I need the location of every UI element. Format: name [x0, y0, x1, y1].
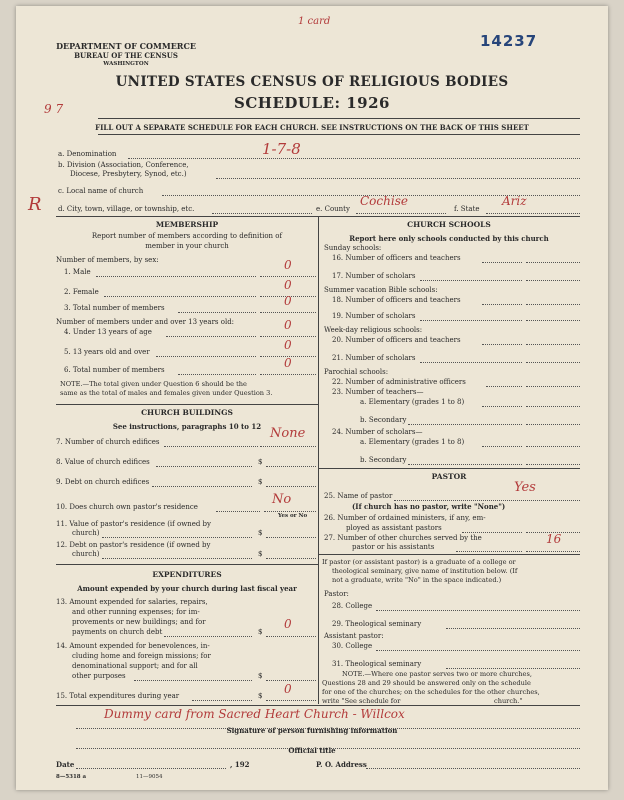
- q23b-label: b. Secondary: [360, 416, 407, 424]
- q15-value: 0: [284, 682, 292, 696]
- by-sex-label: Number of members, by sex:: [56, 256, 159, 264]
- q23a-leader: [482, 398, 522, 407]
- q2-label: 2. Female: [64, 288, 99, 296]
- yes-no-caption: Yes or No: [278, 513, 308, 519]
- q10-label: 10. Does church own pastor's residence: [56, 503, 198, 511]
- schools-heading: CHURCH SCHOOLS: [407, 220, 491, 229]
- local-name-label: c. Local name of church: [58, 187, 144, 195]
- q24a-leader: [482, 438, 522, 447]
- divider: [98, 134, 580, 135]
- q5-value: 0: [284, 338, 292, 352]
- divider: [318, 468, 580, 469]
- graduate-intro-2: theological seminary, give name of institution below. (If: [332, 567, 518, 575]
- parochial-label: Parochial schools:: [324, 368, 389, 376]
- q13-label-2: and other running expenses; for im-: [72, 608, 200, 616]
- year-label: , 192: [230, 760, 250, 769]
- q31-label: 31. Theological seminary: [332, 660, 422, 668]
- q11-dollar: $: [258, 529, 263, 537]
- q27-value: 16: [546, 532, 562, 546]
- q16-label: 16. Number of officers and teachers: [332, 254, 461, 262]
- q30-label: 30. College: [332, 642, 373, 650]
- q13-dollar: $: [258, 628, 263, 636]
- pastor-label: Pastor:: [324, 590, 349, 598]
- q9-field: [266, 478, 316, 487]
- date-label: Date: [56, 760, 75, 769]
- schools-intro: Report here only schools conducted by this church: [349, 234, 549, 243]
- q6-leader: [178, 366, 256, 375]
- q29-field: [446, 620, 580, 629]
- q12-label-2: church): [72, 550, 100, 558]
- q8-dollar: $: [258, 458, 263, 466]
- membership-heading: MEMBERSHIP: [155, 220, 219, 229]
- q15-leader: [192, 692, 252, 701]
- q11-label-2: church): [72, 529, 100, 537]
- q27-leader: [456, 543, 522, 552]
- state-value: Ariz: [502, 194, 527, 208]
- q25-label: 25. Name of pastor: [324, 492, 393, 500]
- q23-label: 23. Number of teachers—: [332, 388, 424, 396]
- q17-leader: [420, 272, 522, 281]
- q15-label: 15. Total expenditures during year: [56, 692, 180, 700]
- q25-value: Yes: [514, 480, 536, 495]
- q5-label: 5. 13 years old and over: [64, 348, 150, 356]
- q3-label: 3. Total number of members: [64, 304, 165, 312]
- signature-label: Signature of person furnishing information: [226, 726, 398, 735]
- q27-label: 27. Number of other churches served by the: [324, 534, 482, 542]
- graduate-intro-1: If pastor (or assistant pastor) is a graduate of a college or: [322, 558, 516, 566]
- divider: [56, 564, 318, 565]
- pastor-heading: PASTOR: [431, 472, 467, 481]
- q10-value: No: [272, 492, 292, 507]
- po-address-label: P. O. Address: [316, 760, 367, 769]
- q14-label: 14. Amount expended for benevolences, in-: [56, 642, 210, 650]
- q9-label: 9. Debt on church edifices: [56, 478, 150, 486]
- q14-dollar: $: [258, 672, 263, 680]
- q26-label-2: ployed as assistant pastors: [346, 524, 442, 532]
- q14-label-4: other purposes: [72, 672, 126, 680]
- q8-label: 8. Value of church edifices: [56, 458, 150, 466]
- q25-field: [394, 492, 580, 501]
- q1-value: 0: [284, 258, 292, 272]
- q14-label-3: denominational support; and for all: [72, 662, 198, 670]
- pastor-note-4: write "See schedule for: [322, 697, 401, 705]
- signature-value: Dummy card from Sacred Heart Church - Willcox: [104, 707, 405, 721]
- summer-label: Summer vacation Bible schools:: [324, 286, 438, 294]
- q16-leader: [482, 254, 522, 263]
- buildings-heading: CHURCH BUILDINGS: [141, 408, 233, 417]
- q22-label: 22. Number of administrative officers: [332, 378, 466, 386]
- q24b-label: b. Secondary: [360, 456, 407, 464]
- state-field: [486, 205, 580, 214]
- handwritten-card-note: 1 card: [298, 16, 331, 27]
- q1-leader: [96, 268, 256, 277]
- dept-line-2: BUREAU OF THE CENSUS: [74, 51, 178, 60]
- q31-field: [446, 660, 580, 669]
- divider: [98, 118, 580, 119]
- q9-dollar: $: [258, 478, 263, 486]
- q13-value: 0: [284, 617, 292, 631]
- q17-label: 17. Number of scholars: [332, 272, 416, 280]
- dept-line-1: DEPARTMENT OF COMMERCE: [56, 41, 196, 51]
- q13-leader: [164, 628, 252, 637]
- division-label-2: Diocese, Presbytery, Synod, etc.): [70, 170, 187, 178]
- instruction-line: FILL OUT A SEPARATE SCHEDULE FOR EACH CHURCH. SEE INSTRUCTIONS ON THE BACK OF THIS SHEET: [95, 123, 529, 132]
- column-divider: [318, 216, 319, 704]
- form-number: 14237: [480, 32, 538, 50]
- expenditures-heading: EXPENDITURES: [152, 570, 222, 579]
- membership-note-1: NOTE.—The total given under Question 6 should be the: [60, 380, 247, 388]
- q10-leader: [216, 503, 260, 512]
- membership-note-2: same as the total of males and females given under Question 3.: [60, 389, 273, 397]
- form-title: UNITED STATES CENSUS OF RELIGIOUS BODIES: [115, 74, 509, 90]
- q28-field: [376, 602, 580, 611]
- q13-label: 13. Amount expended for salaries, repairs,: [56, 598, 208, 606]
- division-label: b. Division (Association, Conference,: [58, 161, 189, 169]
- q6-value: 0: [284, 356, 292, 370]
- q11-leader: [102, 529, 252, 538]
- q12-label: 12. Debt on pastor's residence (if owned by: [56, 541, 211, 549]
- q9-leader: [152, 478, 252, 487]
- po-address-field: [366, 760, 580, 769]
- q1-label: 1. Male: [64, 268, 91, 276]
- q29-label: 29. Theological seminary: [332, 620, 422, 628]
- q20-field: [526, 336, 580, 345]
- divider: [318, 554, 580, 555]
- q5-leader: [156, 348, 256, 357]
- q22-field: [526, 378, 580, 387]
- q24b-leader: [408, 456, 522, 465]
- q21-leader: [420, 354, 522, 363]
- q23a-field: [526, 398, 580, 407]
- division-field: [216, 170, 580, 179]
- q13-label-3: provements or new buildings; and for: [72, 618, 206, 626]
- q26-label: 26. Number of ordained ministers, if any, em-: [324, 514, 486, 522]
- q18-label: 18. Number of officers and teachers: [332, 296, 461, 304]
- city-label: d. City, town, village, or township, etc.: [58, 205, 195, 213]
- membership-intro-2: member in your church: [145, 242, 229, 250]
- q12-dollar: $: [258, 550, 263, 558]
- q21-field: [526, 354, 580, 363]
- q7-label: 7. Number of church edifices: [56, 438, 160, 446]
- assistant-pastor-label: Assistant pastor:: [324, 632, 384, 640]
- dept-line-3: WASHINGTON: [103, 61, 149, 67]
- buildings-see-instructions: See instructions, paragraphs 10 to 12: [112, 422, 262, 431]
- q24-label: 24. Number of scholars—: [332, 428, 423, 436]
- department-block: [56, 42, 196, 69]
- margin-mark: R: [28, 194, 42, 215]
- q25-note: (If church has no pastor, write "None"): [352, 502, 506, 511]
- q11-field: [266, 529, 316, 538]
- q14-field: [266, 672, 316, 681]
- pastor-note-5: church.": [494, 697, 523, 705]
- q18-leader: [482, 296, 522, 305]
- q4-leader: [166, 328, 256, 337]
- county-value: Cochise: [360, 194, 408, 208]
- q24a-field: [526, 438, 580, 447]
- pastor-note-3: for one of the churches; on the schedules for the other churches,: [322, 688, 540, 696]
- q30-field: [376, 642, 580, 651]
- q3-leader: [178, 304, 256, 313]
- q3-value: 0: [284, 294, 292, 308]
- q18-field: [526, 296, 580, 305]
- q19-label: 19. Number of scholars: [332, 312, 416, 320]
- divider: [56, 705, 580, 706]
- q14-leader: [134, 672, 252, 681]
- census-schedule-sheet: [16, 6, 608, 790]
- q11-label: 11. Value of pastor's residence (if owned by: [56, 520, 211, 528]
- q26-leader: [462, 524, 522, 533]
- q23b-leader: [408, 416, 522, 425]
- q24a-label: a. Elementary (grades 1 to 8): [360, 438, 465, 446]
- print-code: 11—9054: [136, 774, 163, 780]
- q2-leader: [104, 288, 256, 297]
- divider: [56, 404, 318, 405]
- q28-label: 28. College: [332, 602, 373, 610]
- q20-label: 20. Number of officers and teachers: [332, 336, 461, 344]
- expenditures-intro: Amount expended by your church during last fiscal year: [77, 584, 297, 593]
- q4-value: 0: [284, 318, 292, 332]
- q20-leader: [482, 336, 522, 345]
- city-field: [212, 205, 312, 214]
- q8-field: [266, 458, 316, 467]
- form-code: 8—5318 a: [56, 774, 87, 780]
- q12-leader: [102, 550, 252, 559]
- handwritten-margin-number: 9 7: [44, 102, 64, 116]
- q16-field: [526, 254, 580, 263]
- q15-dollar: $: [258, 692, 263, 700]
- weekday-label: Week-day religious schools:: [324, 326, 423, 334]
- q12-field: [266, 550, 316, 559]
- membership-intro-1: Report number of members according to definition of: [91, 232, 283, 240]
- schedule-title: SCHEDULE: 1926: [234, 94, 390, 112]
- sunday-label: Sunday schools:: [324, 244, 382, 252]
- q6-label: 6. Total number of members: [64, 366, 165, 374]
- q4-label: 4. Under 13 years of age: [64, 328, 152, 336]
- q23a-label: a. Elementary (grades 1 to 8): [360, 398, 465, 406]
- q7-leader: [164, 438, 258, 447]
- graduate-intro-3: not a graduate, write "No" in the space indicated.): [332, 576, 502, 584]
- by-age-label: Number of members under and over 13 years old:: [56, 318, 235, 326]
- official-title-label: Official title: [288, 746, 336, 755]
- denomination-value: 1-7-8: [262, 140, 301, 158]
- q17-field: [526, 272, 580, 281]
- denomination-field: [128, 150, 580, 159]
- q23b-field: [526, 416, 580, 425]
- q14-label-2: cluding home and foreign missions; for: [72, 652, 211, 660]
- q2-value: 0: [284, 278, 292, 292]
- denomination-label: a. Denomination: [58, 150, 117, 158]
- q24b-field: [526, 456, 580, 465]
- date-field: [76, 760, 226, 769]
- q7-value: None: [270, 426, 306, 441]
- q8-leader: [156, 458, 252, 467]
- q19-leader: [420, 312, 522, 321]
- q19-field: [526, 312, 580, 321]
- county-label: e. County: [316, 205, 350, 213]
- q21-label: 21. Number of scholars: [332, 354, 416, 362]
- q27-label-2: pastor or his assistants: [352, 543, 435, 551]
- pastor-note-1: NOTE.—Where one pastor serves two or more churches,: [342, 670, 532, 678]
- q13-label-4: payments on church debt: [72, 628, 163, 636]
- q22-leader: [486, 378, 522, 387]
- pastor-note-2: Questions 28 and 29 should be answered only on the schedule: [322, 679, 531, 687]
- state-label: f. State: [454, 205, 480, 213]
